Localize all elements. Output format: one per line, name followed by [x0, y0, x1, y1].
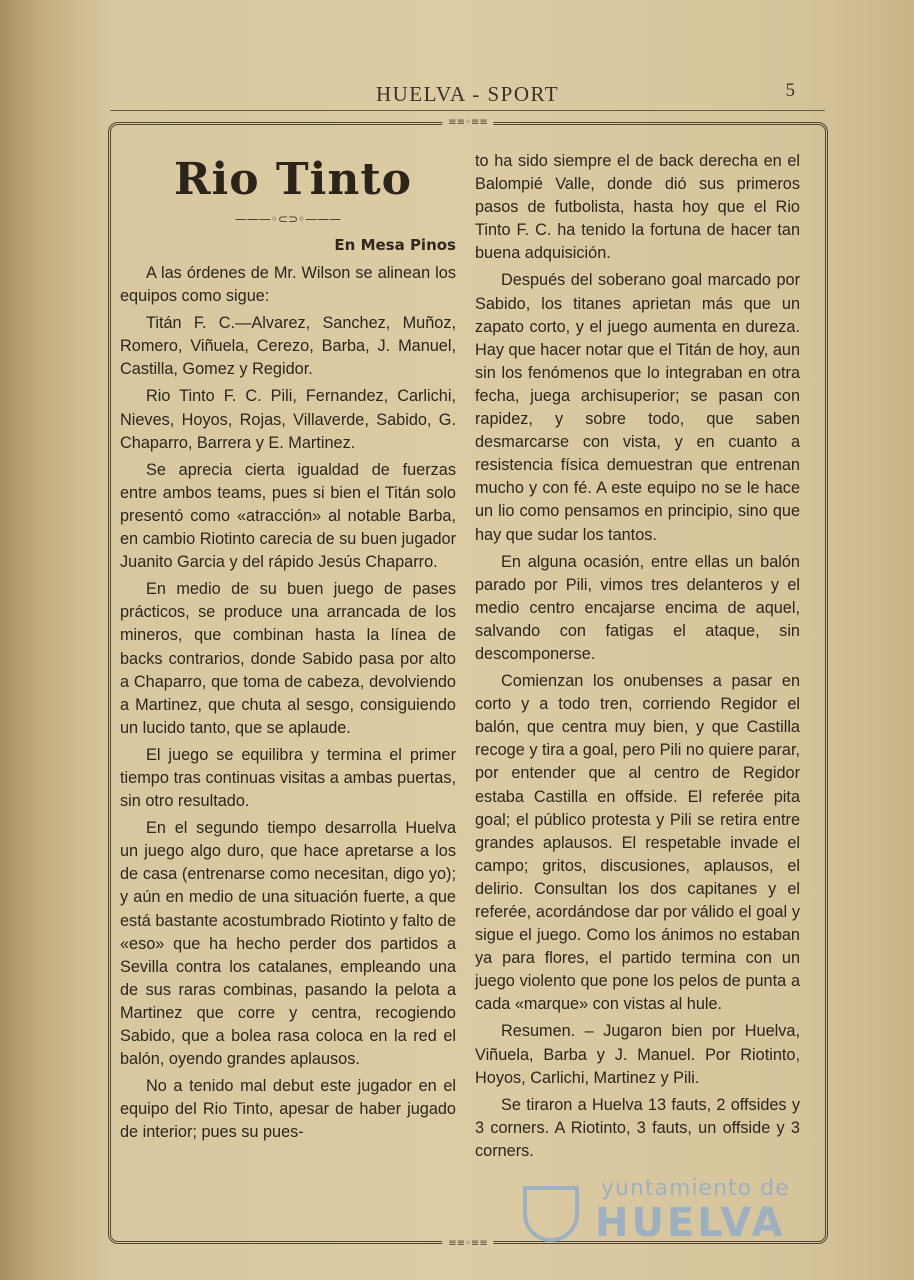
article-paragraph: A las órdenes de Mr. Wilson se alinean los equipos como sigue: — [120, 264, 456, 306]
right-paragraphs — [475, 150, 800, 1163]
publication-title: HUELVA - SPORT — [375, 82, 560, 106]
article-paragraph: Después del soberano goal marcado por Sabido, los titanes aprietan más que un zapato corto, y el juego aumenta en dureza. Hay que hacer notar que el Titán de hoy, aun sin los fenómenos que lo integraban en otra fecha, juega archisuperior; se pasan con rapidez, y sobre todo, que saben desmarcarse con vista, y en cuanto a resistencia física demuestran que entrenan mucho y con fé. A este equipo no se le hace un lio como pensamos en principio, sino que hay que sudar los tantos. — [475, 271, 800, 544]
watermark-main-text: HUELVA — [595, 1200, 786, 1246]
article-paragraph: to ha sido siempre el de back derecha en el Balompié Valle, donde dió sus primeros pasos de futbolista, hasta hoy que el Rio Tinto F. C. ha tenido la fortuna de hacer tan buena adquisición. — [475, 152, 800, 263]
article-byline: En Mesa Pinos — [334, 236, 456, 254]
title-ornament-icon: ———◦⊂⊃◦——— — [234, 212, 342, 226]
article-paragraph: En el segundo tiempo desarrolla Huelva un juego algo duro, que hace apretarse a los de casa (entrenarse como necesitan, digo yo); y aún en medio de una situación fuerte, a que está bastante acostumbrado Riotinto y falto de «eso» que ha hecho perder dos partidos a Sevilla contra los catalanes, empleando una de sus raras combinas, pasando la pelota a Martinez que corre y centra, recogiendo Sabido, que a bolea rasa coloca en la red el balón, oyendo grandes aplausos. — [120, 819, 456, 1069]
article-title: Rio Tinto — [173, 154, 413, 205]
page-header — [110, 80, 825, 111]
article-paragraph: Comienzan los onubenses a pasar en corto y a todo tren, corriendo Regidor el balón, que centra muy bien, y que Castilla recoge y tira a goal, pero Pili no quiere parar, por entender que al centro de Regidor estaba Castilla en offside. El referée pita goal; el público protesta y Pili se retira entre grandes aplausos. El respetable invade el campo; gritos, discusiones, aplausos, el delirio. Consultan los dos capitanes y el referée, acordándose dar por válido el goal y sigue el juego. Como los ánimos no estaban ya para flores, el partido termina con un juego violento que pone los pelos de punta a cada «marque» con vistas al hule. — [475, 672, 800, 1014]
frame-ornament-top-icon: ≡≡◦≡≡ — [442, 117, 493, 128]
article-paragraph: Se tiraron a Huelva 13 fauts, 2 offsides y 3 corners. A Riotinto, 3 fauts, un offside y 3 corners. — [475, 1095, 800, 1160]
page-number: 5 — [785, 80, 795, 101]
article-paragraph: Rio Tinto F. C. Pili, Fernandez, Carlichi, Nieves, Hoyos, Rojas, Villaverde, Sabido, G. Chaparro, Barrera y E. Martinez. — [120, 387, 456, 452]
article-paragraph: El juego se equilibra y termina el primer tiempo tras continuas visitas a ambas puertas, sin otro resultado. — [120, 745, 456, 811]
article-paragraph: Resumen. – Jugaron bien por Huelva, Viñuela, Barba y J. Manuel. Por Riotinto, Hoyos, Carlichi, Martinez y Pili. — [475, 1022, 800, 1087]
article-paragraph: No a tenido mal debut este jugador en el equipo del Rio Tinto, apesar de haber jugado de interior; pues su pues- — [120, 1077, 456, 1142]
article-paragraph: En medio de su buen juego de pases prácticos, se produce una arrancada de los mineros, que combinan hasta la línea de backs contrarios, donde Sabido pasa por alto a Chaparro, que toma de cabeza, devolviendo a Martinez, que chuta al sesgo, consiguiendo un lucido tanto, que se aplaude. — [120, 580, 456, 737]
watermark-top-text: yuntamiento de — [601, 1176, 790, 1201]
right-column — [475, 150, 800, 1167]
frame-ornament-bottom-icon: ≡≡◦≡≡ — [442, 1238, 493, 1249]
left-paragraphs — [120, 262, 456, 1144]
coat-of-arms-icon — [523, 1186, 579, 1242]
left-column — [120, 144, 456, 1148]
archive-watermark — [505, 1170, 835, 1250]
article-paragraph: Se aprecia cierta igualdad de fuerzas entre ambos teams, pues si bien el Titán solo presentó como «atracción» al notable Barba, en cambio Riotinto carecia de su buen jugador Juanito Garcia y del rápido Jesús Chaparro. — [120, 460, 456, 572]
article-paragraph: Titán F. C.—Alvarez, Sanchez, Muñoz, Romero, Viñuela, Cerezo, Barba, J. Manuel, Castilla, Gomez y Regidor. — [120, 314, 456, 379]
article-paragraph: En alguna ocasión, entre ellas un balón parado por Pili, vimos tres delanteros y el medio centro encajarse encima de aquel, salvando con fatigas el ataque, sin descomponerse. — [475, 552, 800, 663]
